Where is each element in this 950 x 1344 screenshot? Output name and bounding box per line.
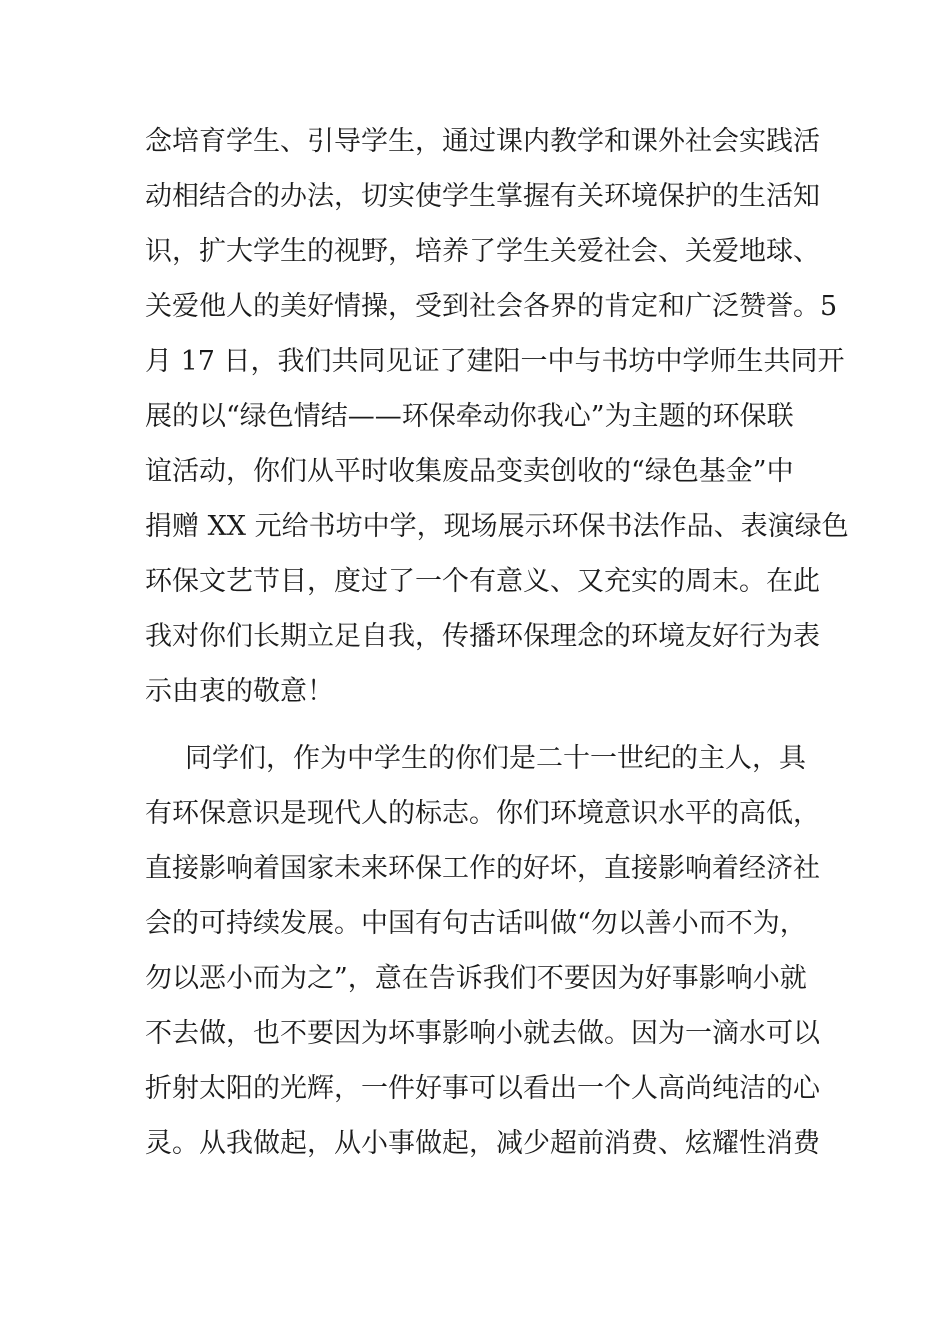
text-line: 展的以“绿色情结——环保牵动你我心”为主题的环保联 [145, 401, 794, 432]
paragraph-spacer [145, 725, 815, 737]
text-line: 会的可持续发展。中国有句古话叫做“勿以善小而不为， [145, 908, 807, 939]
text-line: 月 17 日，我们共同见证了建阳一中与书坊中学师生共同开 [145, 346, 845, 377]
paragraph-2 [145, 737, 820, 1177]
text-line: 关爱他人的美好情操，受到社会各界的肯定和广泛赞誉。5 [145, 291, 838, 322]
text-line: 有环保意识是现代人的标志。你们环境意识水平的高低， [145, 798, 820, 829]
text-line: 我对你们长期立足自我，传播环保理念的环境友好行为表 [145, 621, 820, 652]
body-text [145, 120, 849, 1177]
text-line: 灵。从我做起，从小事做起，减少超前消费、炫耀性消费 [145, 1128, 820, 1159]
text-line: 不去做，也不要因为坏事影响小就去做。因为一滴水可以 [145, 1018, 820, 1049]
text-line: 动相结合的办法，切实使学生掌握有关环境保护的生活知 [145, 181, 820, 212]
text-line: 谊活动，你们从平时收集废品变卖创收的“绿色基金”中 [145, 456, 794, 487]
text-line: 识，扩大学生的视野，培养了学生关爱社会、关爱地球、 [145, 236, 820, 267]
text-line: 念培育学生、引导学生，通过课内教学和课外社会实践活 [145, 126, 820, 157]
text-line-indented: 同学们，作为中学生的你们是二十一世纪的主人，具 [185, 743, 806, 774]
text-line: 直接影响着国家未来环保工作的好坏，直接影响着经济社 [145, 853, 820, 884]
text-line: 捐赠 XX 元给书坊中学，现场展示环保书法作品、表演绿色 [145, 511, 849, 542]
text-line: 示由衷的敬意！ [145, 676, 334, 707]
text-line: 环保文艺节目，度过了一个有意义、又充实的周末。在此 [145, 566, 820, 597]
paragraph-1 [145, 120, 849, 725]
text-line: 折射太阳的光辉，一件好事可以看出一个人高尚纯洁的心 [145, 1073, 820, 1104]
text-line: 勿以恶小而为之”，意在告诉我们不要因为好事影响小就 [145, 963, 807, 994]
